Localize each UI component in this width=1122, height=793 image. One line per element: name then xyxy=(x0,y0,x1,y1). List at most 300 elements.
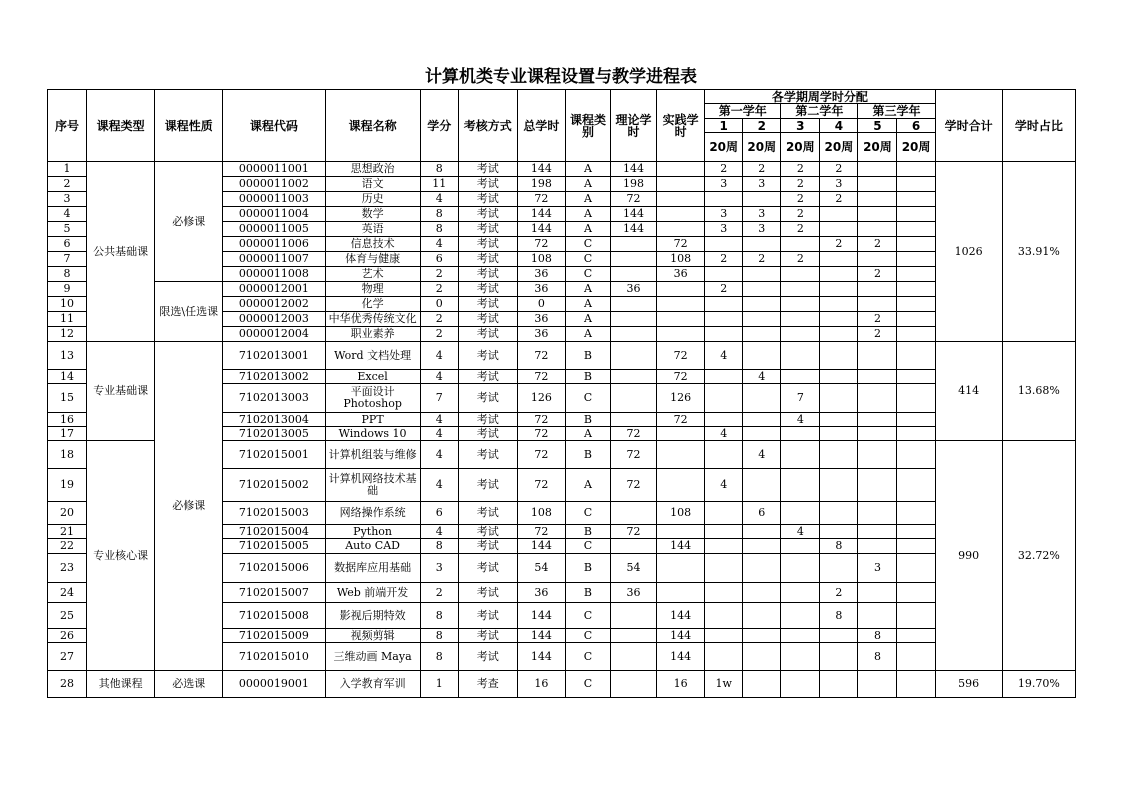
category-cell: C xyxy=(565,603,610,629)
course-code-cell: 0000012001 xyxy=(223,282,325,297)
total-hours-cell: 72 xyxy=(517,370,565,384)
seq-cell: 12 xyxy=(48,327,87,342)
course-code-cell: 0000011003 xyxy=(223,192,325,207)
course-nature-cell: 必修课 xyxy=(155,162,223,282)
header-weeks: 20周 xyxy=(858,133,897,162)
exam-cell: 考试 xyxy=(458,539,517,554)
exam-cell: 考试 xyxy=(458,554,517,583)
semester-hours-cell xyxy=(781,441,820,469)
course-name-cell: PPT xyxy=(325,413,420,427)
exam-cell: 考试 xyxy=(458,267,517,282)
theory-hours-cell: 72 xyxy=(611,192,657,207)
category-cell: A xyxy=(565,222,610,237)
credit-cell: 4 xyxy=(420,441,458,469)
semester-hours-cell xyxy=(820,441,858,469)
course-nature-cell: 必选课 xyxy=(155,671,223,698)
semester-hours-cell xyxy=(897,327,935,342)
course-name-cell: 视频剪辑 xyxy=(325,629,420,643)
theory-hours-cell xyxy=(611,237,657,252)
semester-hours-cell xyxy=(858,297,897,312)
semester-hours-cell: 8 xyxy=(820,539,858,554)
semester-hours-cell xyxy=(897,539,935,554)
course-name-cell: 数据库应用基础 xyxy=(325,554,420,583)
theory-hours-cell: 144 xyxy=(611,222,657,237)
seq-cell: 8 xyxy=(48,267,87,282)
semester-hours-cell xyxy=(781,237,820,252)
semester-hours-cell xyxy=(858,539,897,554)
semester-hours-cell: 4 xyxy=(781,413,820,427)
practice-hours-cell: 144 xyxy=(657,629,705,643)
credit-cell: 2 xyxy=(420,312,458,327)
credit-cell: 11 xyxy=(420,177,458,192)
header-practice: 实践学时 xyxy=(657,90,705,162)
course-code-cell: 7102015003 xyxy=(223,502,325,525)
header-weeks: 20周 xyxy=(820,133,858,162)
seq-cell: 13 xyxy=(48,342,87,370)
semester-hours-cell xyxy=(820,525,858,539)
semester-hours-cell xyxy=(781,469,820,502)
semester-hours-cell xyxy=(897,441,935,469)
credit-cell: 4 xyxy=(420,192,458,207)
semester-hours-cell xyxy=(781,427,820,441)
theory-hours-cell: 72 xyxy=(611,525,657,539)
semester-hours-cell xyxy=(820,413,858,427)
total-hours-cell: 144 xyxy=(517,643,565,671)
course-name-cell: Excel xyxy=(325,370,420,384)
semester-hours-cell xyxy=(743,312,781,327)
course-name-cell: 化学 xyxy=(325,297,420,312)
practice-hours-cell: 36 xyxy=(657,267,705,282)
semester-hours-cell xyxy=(743,342,781,370)
semester-hours-cell: 2 xyxy=(781,222,820,237)
practice-hours-cell: 108 xyxy=(657,252,705,267)
semester-hours-cell xyxy=(705,267,743,282)
semester-hours-cell xyxy=(897,603,935,629)
practice-hours-cell xyxy=(657,469,705,502)
credit-cell: 2 xyxy=(420,583,458,603)
practice-hours-cell xyxy=(657,222,705,237)
course-type-cell: 专业核心课 xyxy=(87,441,155,671)
semester-hours-cell xyxy=(781,671,820,698)
semester-hours-cell: 2 xyxy=(781,177,820,192)
semester-hours-cell: 8 xyxy=(820,603,858,629)
category-cell: B xyxy=(565,342,610,370)
semester-hours-cell xyxy=(705,643,743,671)
semester-hours-cell xyxy=(781,342,820,370)
course-code-cell: 0000011005 xyxy=(223,222,325,237)
semester-hours-cell: 2 xyxy=(781,192,820,207)
theory-hours-cell xyxy=(611,252,657,267)
theory-hours-cell xyxy=(611,297,657,312)
table-row xyxy=(48,162,1076,177)
semester-hours-cell xyxy=(820,427,858,441)
credit-cell: 8 xyxy=(420,603,458,629)
credit-cell: 4 xyxy=(420,237,458,252)
practice-hours-cell xyxy=(657,282,705,297)
semester-hours-cell xyxy=(743,539,781,554)
theory-hours-cell: 72 xyxy=(611,441,657,469)
semester-hours-cell: 2 xyxy=(781,162,820,177)
exam-cell: 考查 xyxy=(458,671,517,698)
course-code-cell: 7102015006 xyxy=(223,554,325,583)
semester-hours-cell: 2 xyxy=(705,162,743,177)
credit-cell: 0 xyxy=(420,297,458,312)
practice-hours-cell xyxy=(657,297,705,312)
semester-hours-cell xyxy=(705,502,743,525)
table-row xyxy=(48,671,1076,698)
semester-hours-cell: 2 xyxy=(820,162,858,177)
header-credit: 学分 xyxy=(420,90,458,162)
semester-hours-cell: 2 xyxy=(858,312,897,327)
semester-hours-cell xyxy=(858,525,897,539)
seq-cell: 11 xyxy=(48,312,87,327)
semester-hours-cell xyxy=(897,583,935,603)
semester-hours-cell xyxy=(705,525,743,539)
course-code-cell: 0000012004 xyxy=(223,327,325,342)
ratio-cell: 32.72% xyxy=(1002,441,1075,671)
semester-hours-cell xyxy=(897,629,935,643)
course-name-cell: 历史 xyxy=(325,192,420,207)
semester-hours-cell xyxy=(858,162,897,177)
semester-hours-cell xyxy=(705,603,743,629)
theory-hours-cell: 36 xyxy=(611,282,657,297)
semester-hours-cell xyxy=(820,342,858,370)
hours-total-cell: 414 xyxy=(935,342,1002,441)
total-hours-cell: 36 xyxy=(517,282,565,297)
semester-hours-cell xyxy=(820,643,858,671)
exam-cell: 考试 xyxy=(458,237,517,252)
semester-hours-cell xyxy=(897,222,935,237)
semester-hours-cell xyxy=(781,370,820,384)
course-code-cell: 0000011002 xyxy=(223,177,325,192)
course-name-cell: 信息技术 xyxy=(325,237,420,252)
hours-total-cell: 1026 xyxy=(935,162,1002,342)
theory-hours-cell: 36 xyxy=(611,583,657,603)
course-code-cell: 0000012002 xyxy=(223,297,325,312)
semester-hours-cell: 2 xyxy=(743,252,781,267)
seq-cell: 22 xyxy=(48,539,87,554)
semester-hours-cell xyxy=(705,327,743,342)
semester-hours-cell: 2 xyxy=(705,282,743,297)
semester-hours-cell xyxy=(743,413,781,427)
category-cell: C xyxy=(565,384,610,413)
semester-hours-cell: 1w xyxy=(705,671,743,698)
course-code-cell: 7102015004 xyxy=(223,525,325,539)
semester-hours-cell: 2 xyxy=(781,207,820,222)
semester-hours-cell xyxy=(743,629,781,643)
header-distribution: 各学期周学时分配 xyxy=(705,90,935,104)
exam-cell: 考试 xyxy=(458,312,517,327)
exam-cell: 考试 xyxy=(458,469,517,502)
semester-hours-cell xyxy=(897,177,935,192)
semester-hours-cell xyxy=(897,162,935,177)
semester-hours-cell: 3 xyxy=(858,554,897,583)
course-name-cell: 职业素养 xyxy=(325,327,420,342)
semester-hours-cell: 6 xyxy=(743,502,781,525)
credit-cell: 6 xyxy=(420,502,458,525)
total-hours-cell: 16 xyxy=(517,671,565,698)
semester-hours-cell: 2 xyxy=(820,192,858,207)
header-total: 总学时 xyxy=(517,90,565,162)
total-hours-cell: 72 xyxy=(517,427,565,441)
table-row xyxy=(48,282,1076,297)
semester-hours-cell xyxy=(858,222,897,237)
semester-hours-cell: 8 xyxy=(858,643,897,671)
seq-cell: 21 xyxy=(48,525,87,539)
semester-hours-cell xyxy=(705,312,743,327)
theory-hours-cell xyxy=(611,327,657,342)
header-category: 课程类别 xyxy=(565,90,610,162)
category-cell: B xyxy=(565,413,610,427)
seq-cell: 25 xyxy=(48,603,87,629)
semester-hours-cell xyxy=(820,671,858,698)
semester-hours-cell: 2 xyxy=(743,162,781,177)
semester-hours-cell xyxy=(743,469,781,502)
semester-hours-cell: 2 xyxy=(858,237,897,252)
table-header xyxy=(48,90,1076,162)
seq-cell: 18 xyxy=(48,441,87,469)
total-hours-cell: 0 xyxy=(517,297,565,312)
total-hours-cell: 72 xyxy=(517,441,565,469)
semester-hours-cell: 4 xyxy=(743,370,781,384)
semester-hours-cell xyxy=(858,583,897,603)
semester-hours-cell xyxy=(705,441,743,469)
semester-hours-cell xyxy=(705,539,743,554)
total-hours-cell: 144 xyxy=(517,603,565,629)
category-cell: A xyxy=(565,469,610,502)
theory-hours-cell xyxy=(611,643,657,671)
practice-hours-cell xyxy=(657,207,705,222)
course-name-cell: Word 文档处理 xyxy=(325,342,420,370)
semester-hours-cell xyxy=(820,502,858,525)
semester-hours-cell: 2 xyxy=(820,583,858,603)
practice-hours-cell xyxy=(657,441,705,469)
exam-cell: 考试 xyxy=(458,282,517,297)
header-weeks: 20周 xyxy=(705,133,743,162)
practice-hours-cell xyxy=(657,583,705,603)
semester-hours-cell: 2 xyxy=(820,237,858,252)
seq-cell: 20 xyxy=(48,502,87,525)
course-name-cell: 计算机网络技术基础 xyxy=(325,469,420,502)
header-ratio: 学时占比 xyxy=(1002,90,1075,162)
seq-cell: 10 xyxy=(48,297,87,312)
semester-hours-cell xyxy=(705,370,743,384)
semester-hours-cell: 3 xyxy=(705,207,743,222)
header-year3: 第三学年 xyxy=(858,104,935,119)
course-type-cell: 其他课程 xyxy=(87,671,155,698)
semester-hours-cell xyxy=(897,502,935,525)
practice-hours-cell: 144 xyxy=(657,539,705,554)
category-cell: A xyxy=(565,312,610,327)
credit-cell: 2 xyxy=(420,282,458,297)
theory-hours-cell: 198 xyxy=(611,177,657,192)
header-weeks: 20周 xyxy=(897,133,935,162)
course-name-cell: 数学 xyxy=(325,207,420,222)
semester-hours-cell xyxy=(820,384,858,413)
practice-hours-cell xyxy=(657,327,705,342)
credit-cell: 3 xyxy=(420,554,458,583)
semester-hours-cell xyxy=(781,554,820,583)
semester-hours-cell xyxy=(897,207,935,222)
semester-hours-cell xyxy=(743,297,781,312)
semester-hours-cell xyxy=(743,643,781,671)
header-semester: 6 xyxy=(897,119,935,133)
category-cell: A xyxy=(565,177,610,192)
course-name-cell: 三维动画 Maya xyxy=(325,643,420,671)
semester-hours-cell xyxy=(705,629,743,643)
table-row xyxy=(48,342,1076,370)
semester-hours-cell xyxy=(705,554,743,583)
credit-cell: 2 xyxy=(420,327,458,342)
semester-hours-cell xyxy=(858,384,897,413)
course-name-cell: 计算机组装与维修 xyxy=(325,441,420,469)
credit-cell: 6 xyxy=(420,252,458,267)
theory-hours-cell xyxy=(611,342,657,370)
exam-cell: 考试 xyxy=(458,207,517,222)
semester-hours-cell: 7 xyxy=(781,384,820,413)
semester-hours-cell xyxy=(897,237,935,252)
semester-hours-cell xyxy=(858,603,897,629)
category-cell: B xyxy=(565,525,610,539)
header-nature: 课程性质 xyxy=(155,90,223,162)
category-cell: B xyxy=(565,554,610,583)
semester-hours-cell xyxy=(743,267,781,282)
course-code-cell: 7102015001 xyxy=(223,441,325,469)
header-year2: 第二学年 xyxy=(781,104,858,119)
course-name-cell: Web 前端开发 xyxy=(325,583,420,603)
semester-hours-cell xyxy=(743,525,781,539)
semester-hours-cell xyxy=(705,297,743,312)
semester-hours-cell xyxy=(705,413,743,427)
seq-cell: 19 xyxy=(48,469,87,502)
semester-hours-cell: 3 xyxy=(743,222,781,237)
course-name-cell: 入学教育军训 xyxy=(325,671,420,698)
semester-hours-cell xyxy=(781,643,820,671)
credit-cell: 8 xyxy=(420,629,458,643)
total-hours-cell: 36 xyxy=(517,583,565,603)
seq-cell: 17 xyxy=(48,427,87,441)
semester-hours-cell: 4 xyxy=(781,525,820,539)
credit-cell: 4 xyxy=(420,427,458,441)
credit-cell: 1 xyxy=(420,671,458,698)
semester-hours-cell xyxy=(858,282,897,297)
category-cell: A xyxy=(565,427,610,441)
total-hours-cell: 72 xyxy=(517,342,565,370)
credit-cell: 2 xyxy=(420,267,458,282)
semester-hours-cell xyxy=(820,554,858,583)
semester-hours-cell xyxy=(897,671,935,698)
semester-hours-cell xyxy=(705,192,743,207)
semester-hours-cell xyxy=(705,237,743,252)
header-semester: 5 xyxy=(858,119,897,133)
semester-hours-cell xyxy=(781,539,820,554)
practice-hours-cell xyxy=(657,525,705,539)
theory-hours-cell xyxy=(611,370,657,384)
course-code-cell: 0000012003 xyxy=(223,312,325,327)
category-cell: A xyxy=(565,297,610,312)
seq-cell: 16 xyxy=(48,413,87,427)
course-name-cell: Windows 10 xyxy=(325,427,420,441)
exam-cell: 考试 xyxy=(458,177,517,192)
practice-hours-cell xyxy=(657,554,705,583)
course-code-cell: 7102013003 xyxy=(223,384,325,413)
semester-hours-cell: 2 xyxy=(858,267,897,282)
semester-hours-cell xyxy=(897,469,935,502)
credit-cell: 4 xyxy=(420,413,458,427)
total-hours-cell: 36 xyxy=(517,267,565,282)
category-cell: C xyxy=(565,629,610,643)
practice-hours-cell xyxy=(657,192,705,207)
practice-hours-cell: 16 xyxy=(657,671,705,698)
exam-cell: 考试 xyxy=(458,525,517,539)
exam-cell: 考试 xyxy=(458,629,517,643)
total-hours-cell: 72 xyxy=(517,192,565,207)
semester-hours-cell xyxy=(858,342,897,370)
semester-hours-cell: 8 xyxy=(858,629,897,643)
exam-cell: 考试 xyxy=(458,327,517,342)
course-code-cell: 7102013002 xyxy=(223,370,325,384)
semester-hours-cell xyxy=(820,222,858,237)
semester-hours-cell: 4 xyxy=(705,469,743,502)
seq-cell: 7 xyxy=(48,252,87,267)
course-schedule-table xyxy=(47,89,1076,698)
practice-hours-cell xyxy=(657,177,705,192)
total-hours-cell: 36 xyxy=(517,327,565,342)
course-name-cell: 艺术 xyxy=(325,267,420,282)
total-hours-cell: 108 xyxy=(517,502,565,525)
course-name-cell: 影视后期特效 xyxy=(325,603,420,629)
semester-hours-cell xyxy=(820,370,858,384)
course-code-cell: 0000011006 xyxy=(223,237,325,252)
header-semester: 2 xyxy=(743,119,781,133)
semester-hours-cell xyxy=(820,469,858,502)
semester-hours-cell xyxy=(820,207,858,222)
semester-hours-cell xyxy=(743,671,781,698)
semester-hours-cell: 3 xyxy=(705,222,743,237)
header-type: 课程类型 xyxy=(87,90,155,162)
semester-hours-cell xyxy=(858,502,897,525)
semester-hours-cell xyxy=(897,192,935,207)
total-hours-cell: 144 xyxy=(517,207,565,222)
semester-hours-cell: 3 xyxy=(743,207,781,222)
semester-hours-cell xyxy=(743,327,781,342)
course-code-cell: 7102015009 xyxy=(223,629,325,643)
course-name-cell: 平面设计 Photoshop xyxy=(325,384,420,413)
practice-hours-cell: 72 xyxy=(657,370,705,384)
credit-cell: 8 xyxy=(420,539,458,554)
course-name-cell: Auto CAD xyxy=(325,539,420,554)
semester-hours-cell xyxy=(858,192,897,207)
seq-cell: 1 xyxy=(48,162,87,177)
semester-hours-cell xyxy=(743,603,781,629)
total-hours-cell: 144 xyxy=(517,539,565,554)
semester-hours-cell xyxy=(897,525,935,539)
semester-hours-cell xyxy=(820,282,858,297)
semester-hours-cell xyxy=(897,312,935,327)
theory-hours-cell xyxy=(611,413,657,427)
practice-hours-cell: 144 xyxy=(657,603,705,629)
seq-cell: 24 xyxy=(48,583,87,603)
category-cell: A xyxy=(565,327,610,342)
exam-cell: 考试 xyxy=(458,297,517,312)
total-hours-cell: 72 xyxy=(517,237,565,252)
theory-hours-cell xyxy=(611,671,657,698)
practice-hours-cell xyxy=(657,427,705,441)
exam-cell: 考试 xyxy=(458,192,517,207)
semester-hours-cell xyxy=(858,207,897,222)
ratio-cell: 19.70% xyxy=(1002,671,1075,698)
category-cell: C xyxy=(565,237,610,252)
